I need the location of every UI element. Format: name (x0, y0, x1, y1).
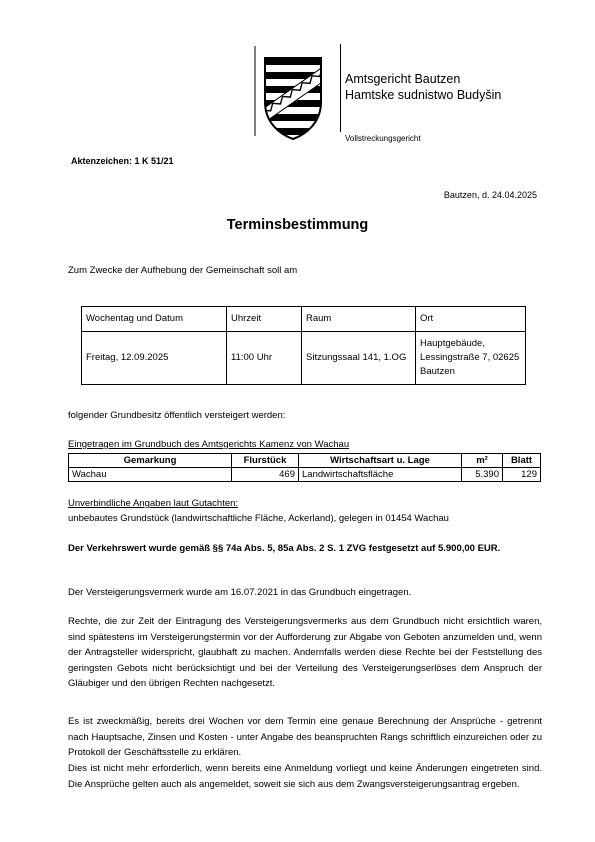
table-header-cell: Ort (416, 307, 526, 332)
table-header-cell: Uhrzeit (227, 307, 302, 332)
table-header-cell: Wochentag und Datum (82, 307, 227, 332)
gutachten-text: unbebautes Grundstück (landwirtschaftliche Fläche, Ackerland), gelegen in 01454 Wachau (68, 513, 449, 524)
table-cell: 5.390 (462, 468, 503, 482)
table-cell: Wachau (69, 468, 232, 482)
court-department: Vollstreckungsgericht (345, 134, 421, 143)
table-header-row (82, 307, 526, 332)
table-row (69, 468, 541, 482)
follow-text: folgender Grundbesitz öffentlich versteigert werden: (68, 410, 286, 421)
hinweis-text-1: Es ist zweckmäßig, bereits drei Wochen vor dem Termin eine genaue Berechnung der Ansprüche - getrennt nach Hauptsache, Zinsen und Kosten - unter Angabe des beanspruchten Rangs schriftlich einzureichen oder zu Protokoll der Geschäftsstelle zu erklären. (68, 716, 542, 758)
document-title: Terminsbestimmung (226, 217, 369, 233)
verkehrswert-text: Der Verkehrswert wurde gemäß §§ 74a Abs. 5, 85a Abs. 2 S. 1 ZVG festgesetzt auf 5.900,00 EUR. (68, 543, 501, 554)
land-table (68, 453, 541, 482)
table-cell-date: Freitag, 12.09.2025 (82, 332, 227, 385)
table-header-cell: Wirtschaftsart u. Lage (299, 454, 462, 468)
table-header-cell: Gemarkung (69, 454, 232, 468)
court-name: Amtsgericht Bautzen (345, 72, 461, 86)
place-date: Bautzen, d. 24.04.2025 (443, 190, 537, 200)
table-row (82, 332, 526, 385)
table-header-cell: m² (462, 454, 503, 468)
grundbuch-heading: Eingetragen im Grundbuch des Amtsgerichts Kamenz von Wachau (68, 439, 350, 450)
coat-of-arms-icon (253, 44, 333, 144)
hinweis-text-2: Dies ist nicht mehr erforderlich, wenn bereits eine Anmeldung vorliegt und keine Änderungen eingetreten sind. Die Ansprüche gelten auch als angemeldet, soweit sie sich aus dem Zwangsversteigerungsantrag ergeben. (68, 763, 542, 790)
header-divider (340, 44, 341, 132)
table-cell-time: 11:00 Uhr (227, 332, 302, 385)
appointment-table (81, 306, 526, 385)
gutachten-heading: Unverbindliche Angaben laut Gutachten: (68, 498, 239, 509)
vermerk-text: Der Versteigerungsvermerk wurde am 16.07.2021 in das Grundbuch eingetragen. (68, 587, 412, 598)
table-cell-location: Hauptgebäude, Lessingstraße 7, 02625 Bautzen (416, 332, 526, 385)
table-cell-room: Sitzungssaal 141, 1.OG (302, 332, 416, 385)
intro-text: Zum Zwecke der Aufhebung der Gemeinschaft soll am (68, 265, 298, 276)
court-name-sorbian: Hamtske sudnistwo Budyšin (345, 88, 502, 102)
table-header-cell: Raum (302, 307, 416, 332)
table-cell: Landwirtschaftsfläche (299, 468, 462, 482)
table-cell: 129 (503, 468, 541, 482)
file-reference: Aktenzeichen: 1 K 51/21 (71, 156, 174, 166)
table-header-cell: Flurstück (232, 454, 299, 468)
table-header-row (69, 454, 541, 468)
rechte-text: Rechte, die zur Zeit der Eintragung des Versteigerungsvermerks aus dem Grundbuch nicht ersichtlich waren, sind spätestens im Versteigerungstermin vor der Aufforderung zur Abgabe von Geboten anzumelden und, wenn der Antragsteller widerspricht, glaubhaft zu machen. Andernfalls werden diese Rechte bei der Feststellung des geringsten Gebots nicht berücksichtigt und bei der Verteilung des Versteigerungserlöses dem Anspruch der Gläubiger und den übrigen Rechten nachgesetzt. (68, 616, 542, 689)
table-header-cell: Blatt (503, 454, 541, 468)
table-cell: 469 (232, 468, 299, 482)
